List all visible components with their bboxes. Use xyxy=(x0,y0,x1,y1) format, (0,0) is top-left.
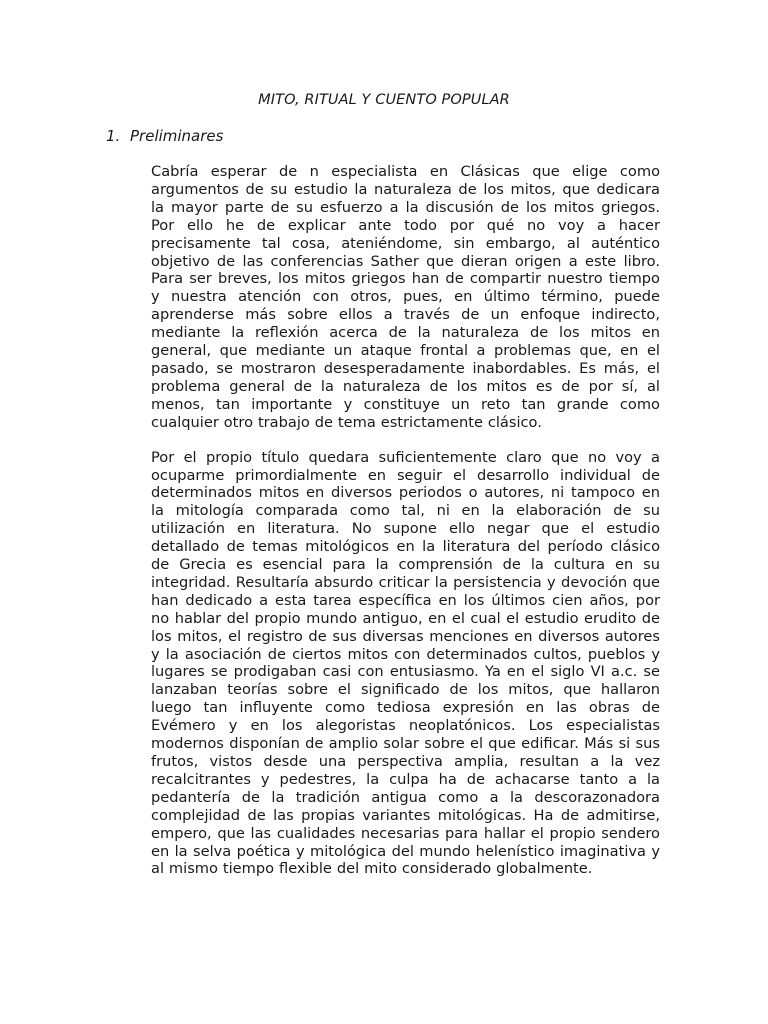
paragraph-1: Cabría esperar de n especialista en Clásicas que elige como argumentos de su estudio la naturaleza de los mitos, que dedicara la mayor parte de su esfuerzo a la discusión de los mitos griegos. Por ello he de explicar ante todo por qué no voy a hacer precisamente tal cosa, ateniéndome, sin embargo, al auténtico objetivo de las conferencias Sather que dieran origen a este libro. Para ser breves, los mitos griegos han de compartir nuestro tiempo y nuestra atención con otros, pues, en último término, puede aprenderse más sobre ellos a través de un enfoque indirecto, mediante la reflexión acerca de la naturaleza de los mitos en general, que mediante un ataque frontal a problemas que, en el pasado, se mostraron desesperadamente inabordables. Es más, el problema general de la naturaleza de los mitos es de por sí, al menos, tan importante y constituye un reto tan grande como cualquier otro trabajo de tema estrictamente clásico. xyxy=(151,163,660,431)
body-text xyxy=(151,163,660,895)
section-heading xyxy=(106,127,223,145)
document-title: MITO, RITUAL Y CUENTO POPULAR xyxy=(258,92,510,108)
paragraph-2: Por el propio título quedara suficientemente claro que no voy a ocuparme primordialmente en seguir el desarrollo individual de determinados mitos en diversos periodos o autores, ni tampoco en la mitología comparada como tal, ni en la elaboración de su utilización en literatura. No supone ello negar que el estudio detallado de temas mitológicos en la literatura del período clásico de Grecia es esencial para la comprensión de la cultura en su integridad. Resultaría absurdo criticar la persistencia y devoción que han dedicado a esta tarea específica en los últimos cien años, por no hablar del propio mundo antiguo, en el cual el estudio erudito de los mitos, el registro de sus diversas menciones en diversos autores y la asociación de ciertos mitos con determinados cultos, pueblos y lugares se prodigaban casi con entusiasmo. Ya en el siglo VI a.c. se lanzaban teorías sobre el significado de los mitos, que hallaron luego tan influyente como tediosa expresión en las obras de Evémero y en los alegoristas neoplatónicos. Los especialistas modernos disponían de amplio solar sobre el que edificar. Más si sus frutos, vistos desde una perspectiva amplia, resultan a la vez recalcitrantes y pedestres, la culpa ha de achacarse tanto a la pedantería de la tradición antigua como a la descorazonadora complejidad de las propias variantes mitológicas. Ha de admitirse, empero, que las cualidades necesarias para hallar el propio sendero en la selva poética y mitológica del mundo helenístico imaginativa y al mismo tiempo flexible del mito considerado globalmente. xyxy=(151,448,660,878)
section-title: Preliminares xyxy=(130,127,224,145)
section-number: 1. xyxy=(106,127,121,145)
